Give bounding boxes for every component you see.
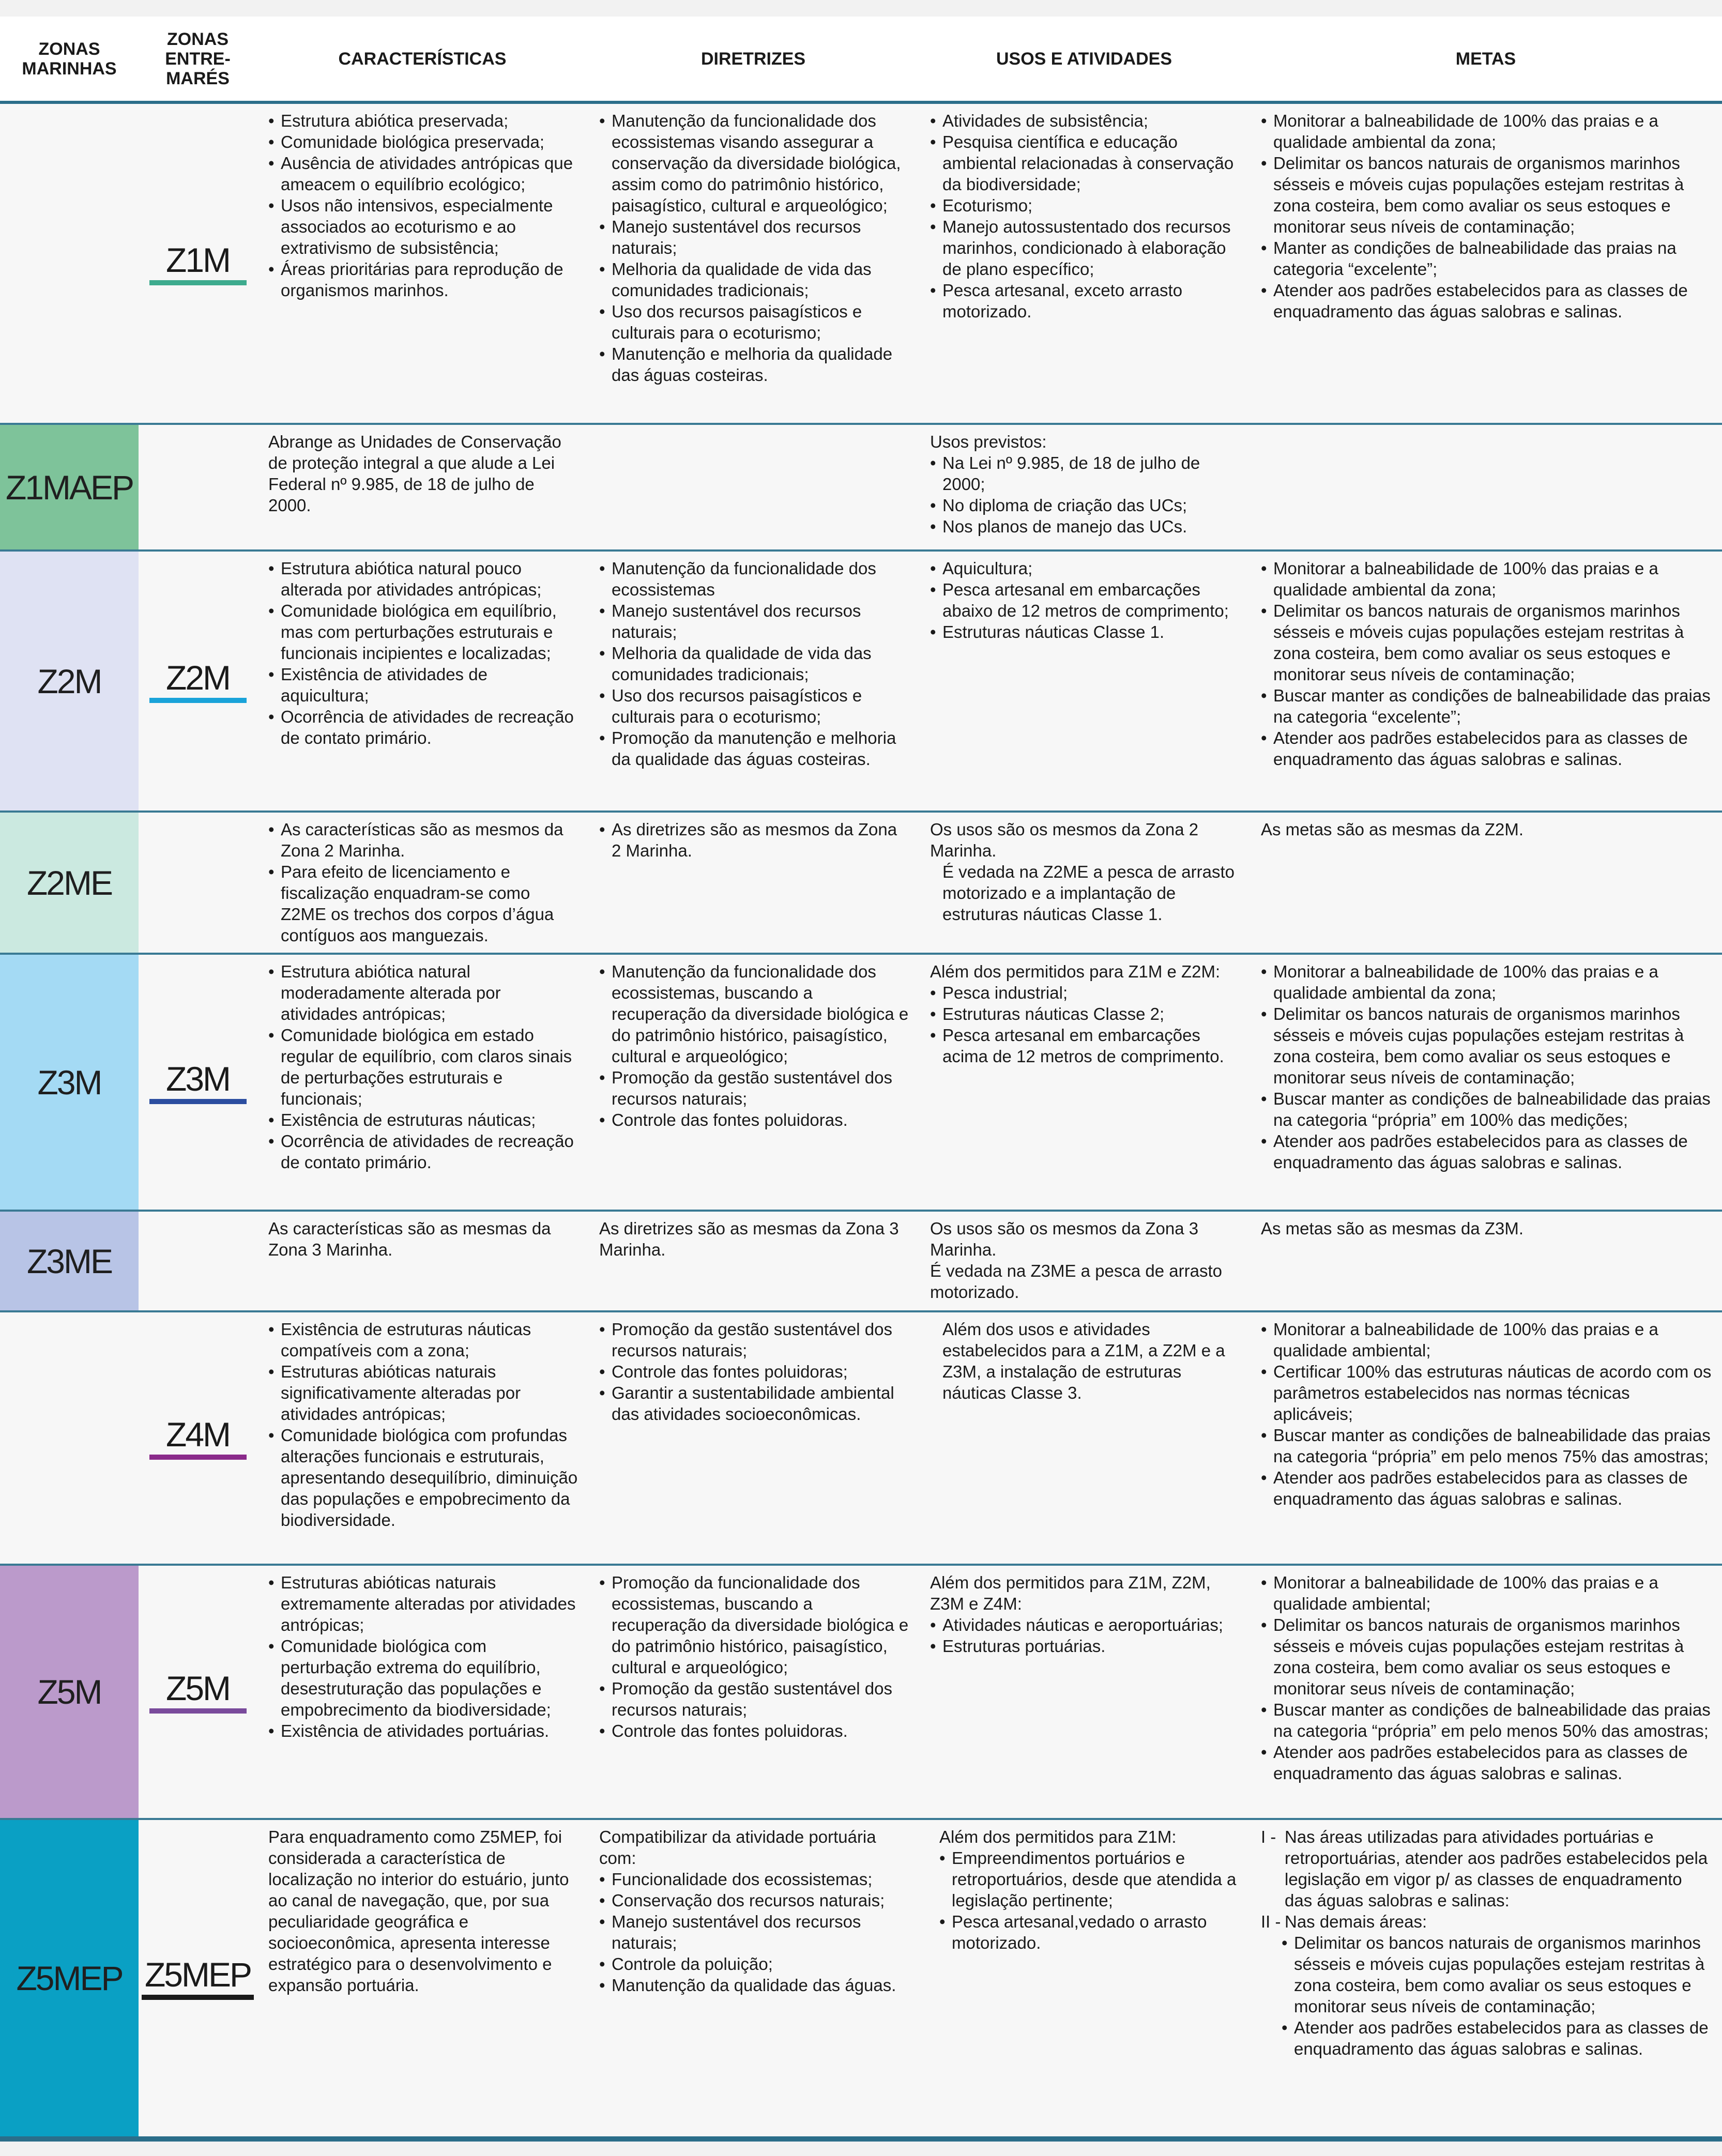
bullet-list bbox=[1261, 1319, 1713, 1509]
diretrizes-cell bbox=[588, 1311, 919, 1565]
diretrizes-cell bbox=[588, 1565, 919, 1819]
list-item: • Estrutura abiótica natural moderadamente alterada por atividades antrópicas; bbox=[268, 961, 578, 1025]
table-row-z2m bbox=[0, 551, 1722, 812]
usos-cell: Além dos permitidos para Z1M e Z2M: • Pesca industrial; • Estruturas náuticas Classe 2; • Pesca artesanal em embarcações acima de 12 metros de comprimento. bbox=[919, 954, 1249, 1211]
list-item: • Monitorar a balneabilidade de 100% das praias e a qualidade ambiental da zona; bbox=[1261, 558, 1713, 600]
list-item: • No diploma de criação das UCs; bbox=[930, 495, 1240, 516]
zona-marinha-cell bbox=[0, 1565, 139, 1819]
list-item: • Manejo sustentável dos recursos naturais; bbox=[599, 1911, 909, 1953]
table-row-z4m bbox=[0, 1311, 1722, 1565]
metas-cell bbox=[1249, 1819, 1722, 2139]
list-item: • Pesquisa científica e educação ambiental relacionadas à conservação da biodiversidade; bbox=[930, 131, 1240, 195]
bullet-list bbox=[599, 819, 909, 861]
list-item: • Garantir a sustentabilidade ambiental das atividades socioeconômicas. bbox=[599, 1382, 909, 1425]
metas-cell bbox=[1249, 1565, 1722, 1819]
metas-cell bbox=[1249, 551, 1722, 812]
metas-item-i: I - Nas áreas utilizadas para atividades portuárias e retroportuárias, atender aos padrões estabelecidos pela legislação em vigor p/ as classes de enquadramento das águas salobras e salinas: bbox=[1261, 1827, 1708, 1910]
list-item: • Delimitar os bancos naturais de organismos marinhos sésseis e móveis cujas populações estejam restritas à zona costeira, bem como avaliar os seus estoques e monitorar seus níveis de contaminação; bbox=[1261, 152, 1713, 237]
zona-entre-mares-label: Z5MEP bbox=[142, 1956, 254, 2000]
list-item: • Pesca artesanal,vedado o arrasto motorizado. bbox=[939, 1911, 1240, 1953]
bullet-list bbox=[930, 558, 1240, 643]
usos-cell bbox=[919, 102, 1249, 424]
zona-entre-mares-label: Z3M bbox=[149, 1061, 247, 1104]
metas-cell: As metas são as mesmas da Z2M. bbox=[1261, 820, 1524, 839]
bullet-list bbox=[930, 110, 1240, 322]
list-item: • Delimitar os bancos naturais de organismos marinhos sésseis e móveis cujas populações estejam restritas à zona costeira, bem como avaliar os seus estoques e monitorar seus níveis de contaminação; bbox=[1261, 600, 1713, 685]
list-item: • Manejo autossustentado dos recursos marinhos, condicionado à elaboração de plano específico; bbox=[930, 216, 1240, 280]
usos-cell: Usos previstos: • Na Lei nº 9.985, de 18 de julho de 2000; • No diploma de criação das UCs; • Nos planos de manejo das UCs. bbox=[919, 424, 1249, 551]
table-row-z2me bbox=[0, 812, 1722, 954]
bullet-list bbox=[1282, 1932, 1713, 2059]
list-item: • Atender aos padrões estabelecidos para as classes de enquadramento das águas salobras e salinas. bbox=[1261, 1130, 1713, 1173]
caracteristicas-cell bbox=[257, 551, 588, 812]
zona-marinha-cell bbox=[0, 1311, 139, 1565]
list-item: • Delimitar os bancos naturais de organismos marinhos sésseis e móveis cujas populações estejam restritas à zona costeira, bem como avaliar os seus estoques e monitorar seus níveis de contaminação; bbox=[1261, 1614, 1713, 1699]
list-item: • Uso dos recursos paisagísticos e culturais para o ecoturismo; bbox=[599, 301, 909, 343]
zoning-table bbox=[0, 17, 1722, 2142]
list-item: • Manejo sustentável dos recursos naturais; bbox=[599, 216, 909, 258]
zona-entre-mares-cell bbox=[139, 1311, 257, 1565]
diretrizes-cell bbox=[588, 812, 919, 954]
zona-marinha-cell bbox=[0, 812, 139, 954]
usos-cell: Além dos permitidos para Z1M: • Empreendimentos portuários e retroportuários, desde que atendida a legislação pertinente; • Pesca artesanal,vedado o arrasto motorizado. bbox=[919, 1819, 1249, 2139]
bullet-list bbox=[599, 961, 909, 1130]
zona-entre-mares-cell bbox=[139, 954, 257, 1211]
list-item: • Na Lei nº 9.985, de 18 de julho de 2000; bbox=[930, 452, 1240, 495]
bullet-list bbox=[268, 1572, 578, 1741]
zona-entre-mares-cell bbox=[139, 551, 257, 812]
bullet-list bbox=[268, 1319, 578, 1531]
list-item: • Comunidade biológica em estado regular de equilíbrio, com claros sinais de perturbações estruturais e funcionais; bbox=[268, 1025, 578, 1109]
list-item: • Ausência de atividades antrópicas que ameacem o equilíbrio ecológico; bbox=[268, 152, 578, 195]
usos-cell bbox=[919, 551, 1249, 812]
caracteristicas-cell bbox=[257, 812, 588, 954]
list-item: • Estruturas abióticas naturais significativamente alteradas por atividades antrópicas; bbox=[268, 1361, 578, 1425]
list-item: • Funcionalidade dos ecossistemas; bbox=[599, 1869, 909, 1890]
bullet-list bbox=[1261, 1572, 1713, 1784]
bullet-list bbox=[930, 982, 1240, 1067]
list-item: • Controle da poluição; bbox=[599, 1953, 909, 1975]
zona-entre-mares-cell bbox=[139, 424, 257, 551]
list-item: • Atividades náuticas e aeroportuárias; bbox=[930, 1614, 1240, 1635]
list-item: • Atividades de subsistência; bbox=[930, 110, 1240, 131]
zona-marinha-label: Z3M bbox=[37, 1063, 101, 1102]
list-item: • Buscar manter as condições de balneabilidade das praias na categoria “própria” em pelo menos 50% das amostras; bbox=[1261, 1699, 1713, 1741]
table-row-z1maep bbox=[0, 424, 1722, 551]
list-item: • Estrutura abiótica natural pouco alterada por atividades antrópicas; bbox=[268, 558, 578, 600]
bullet-list bbox=[939, 1847, 1240, 1953]
list-item: • Comunidade biológica com perturbação extrema do equilíbrio, desestruturação das populações e empobrecimento da biodiversidade; bbox=[268, 1635, 578, 1720]
list-item: • As características são as mesmos da Zona 2 Marinha. bbox=[268, 819, 578, 861]
metas-cell: As metas são as mesmas da Z3M. bbox=[1261, 1219, 1524, 1238]
list-item: • Promoção da gestão sustentável dos recursos naturais; bbox=[599, 1319, 909, 1361]
list-item: • Existência de atividades portuárias. bbox=[268, 1720, 578, 1741]
list-item: • Existência de estruturas náuticas; bbox=[268, 1109, 578, 1130]
bullet-list bbox=[268, 961, 578, 1173]
usos-cell: Os usos são os mesmos da Zona 2 Marinha. É vedada na Z2ME a pesca de arrasto motorizado e a implantação de estruturas náuticas Classe 1. bbox=[930, 820, 1235, 924]
list-item: • Estruturas portuárias. bbox=[930, 1635, 1240, 1657]
metas-cell bbox=[1249, 102, 1722, 424]
zona-marinha-cell bbox=[0, 551, 139, 812]
zona-marinha-cell bbox=[0, 424, 139, 551]
list-item: • Atender aos padrões estabelecidos para as classes de enquadramento das águas salobras e salinas. bbox=[1282, 2017, 1713, 2059]
table-row-z1m bbox=[0, 102, 1722, 424]
caracteristicas-cell bbox=[257, 102, 588, 424]
zona-entre-mares-label: Z2M bbox=[149, 660, 247, 703]
list-item: • Ocorrência de atividades de recreação de contato primário. bbox=[268, 1130, 578, 1173]
header-metas: METAS bbox=[1249, 17, 1722, 102]
list-item: • Comunidade biológica em equilíbrio, mas com perturbações estruturais e funcionais incipientes e localizadas; bbox=[268, 600, 578, 664]
table-row-z5mep bbox=[0, 1819, 1722, 2139]
list-item: • Nos planos de manejo das UCs. bbox=[930, 516, 1240, 537]
zona-entre-mares-label: Z1M bbox=[149, 242, 247, 285]
zona-marinha-cell bbox=[0, 1211, 139, 1311]
list-item: • Monitorar a balneabilidade de 100% das praias e a qualidade ambiental da zona; bbox=[1261, 110, 1713, 152]
header-diretrizes: DIRETRIZES bbox=[588, 17, 919, 102]
zona-entre-mares-label: Z5M bbox=[149, 1670, 247, 1714]
list-item: • As diretrizes são as mesmos da Zona 2 Marinha. bbox=[599, 819, 909, 861]
metas-cell bbox=[1249, 1311, 1722, 1565]
header-zonas-entre-mares: ZONAS ENTRE-MARÉS bbox=[139, 17, 257, 102]
zona-marinha-cell bbox=[0, 954, 139, 1211]
list-item: • Manutenção e melhoria da qualidade das águas costeiras. bbox=[599, 343, 909, 386]
bullet-list bbox=[599, 1319, 909, 1425]
list-item: • Buscar manter as condições de balneabilidade das praias na categoria “própria” em pelo menos 75% das amostras; bbox=[1261, 1425, 1713, 1467]
table-row-z3m bbox=[0, 954, 1722, 1211]
list-item: • Áreas prioritárias para reprodução de organismos marinhos. bbox=[268, 258, 578, 301]
list-item: • Manutenção da funcionalidade dos ecossistemas bbox=[599, 558, 909, 600]
zona-marinha-label: Z5M bbox=[37, 1673, 101, 1711]
bullet-list bbox=[268, 110, 578, 301]
bullet-list bbox=[268, 558, 578, 748]
table-row-z5m bbox=[0, 1565, 1722, 1819]
caracteristicas-cell: As características são as mesmas da Zona 3 Marinha. bbox=[268, 1219, 551, 1259]
table-row-z3me bbox=[0, 1211, 1722, 1311]
list-item: • Aquicultura; bbox=[930, 558, 1240, 579]
usos-cell: Os usos são os mesmos da Zona 3 Marinha. É vedada na Z3ME a pesca de arrasto motorizado. bbox=[930, 1219, 1222, 1302]
list-item: • Delimitar os bancos naturais de organismos marinhos sésseis e móveis cujas populações estejam restritas à zona costeira, bem como avaliar os seus estoques e monitorar seus níveis de contaminação; bbox=[1282, 1932, 1713, 2017]
list-item: • Pesca industrial; bbox=[930, 982, 1240, 1003]
list-item: • Promoção da gestão sustentável dos recursos naturais; bbox=[599, 1678, 909, 1720]
list-item: • Melhoria da qualidade de vida das comunidades tradicionais; bbox=[599, 643, 909, 685]
list-item: • Estrutura abiótica preservada; bbox=[268, 110, 578, 131]
diretrizes-cell: Compatibilizar da atividade portuária com: • Funcionalidade dos ecossistemas; • Conservação dos recursos naturais; • Manejo sustentável dos recursos naturais; • Controle da poluição; • Manutenção da qualidade das águas. bbox=[588, 1819, 919, 2139]
list-item: • Comunidade biológica com profundas alterações funcionais e estruturais, apresentando desequilíbrio, diminuição das populações e empobrecimento da biodiversidade. bbox=[268, 1425, 578, 1531]
zona-marinha-label: Z5MEP bbox=[16, 1959, 123, 1997]
list-item: • Empreendimentos portuários e retroportuários, desde que atendida a legislação pertinente; bbox=[939, 1847, 1240, 1911]
caracteristicas-cell: Abrange as Unidades de Conservação de proteção integral a que alude a Lei Federal nº 9.985, de 18 de julho de 2000. bbox=[268, 432, 561, 515]
list-item: • Monitorar a balneabilidade de 100% das praias e a qualidade ambiental; bbox=[1261, 1572, 1713, 1614]
list-item: • Manutenção da qualidade das águas. bbox=[599, 1975, 909, 1996]
diretrizes-cell bbox=[588, 954, 919, 1211]
list-item: • Promoção da manutenção e melhoria da qualidade das águas costeiras. bbox=[599, 727, 909, 770]
list-item: • Manutenção da funcionalidade dos ecossistemas, buscando a recuperação da diversidade biológica e do patrimônio histórico, paisagístico, cultural e arqueológico; bbox=[599, 961, 909, 1067]
metas-cell bbox=[1249, 954, 1722, 1211]
list-item: • Estruturas náuticas Classe 1. bbox=[930, 621, 1240, 643]
list-item: • Usos não intensivos, especialmente associados ao ecoturismo e ao extrativismo de subsistência; bbox=[268, 195, 578, 258]
list-item: • Pesca artesanal em embarcações acima de 12 metros de comprimento. bbox=[930, 1025, 1240, 1067]
bullet-list bbox=[1261, 961, 1713, 1173]
list-item: • Conservação dos recursos naturais; bbox=[599, 1890, 909, 1911]
metas-cell bbox=[1249, 424, 1722, 551]
zoning-table-page bbox=[0, 17, 1722, 2139]
caracteristicas-cell bbox=[257, 1311, 588, 1565]
list-item: • Buscar manter as condições de balneabilidade das praias na categoria “própria” em 100% das medições; bbox=[1261, 1088, 1713, 1130]
bullet-list bbox=[599, 558, 909, 770]
list-item: • Manejo sustentável dos recursos naturais; bbox=[599, 600, 909, 643]
metas-item-ii: II - Nas demais áreas: bbox=[1261, 1912, 1427, 1931]
zona-entre-mares-label: Z4M bbox=[149, 1416, 247, 1460]
bullet-list bbox=[599, 110, 909, 386]
zona-marinha-cell bbox=[0, 102, 139, 424]
list-item: • Manutenção da funcionalidade dos ecossistemas visando assegurar a conservação da diversidade biológica, assim como do patrimônio histórico, paisagístico, cultural e arqueológico; bbox=[599, 110, 909, 216]
bullet-list bbox=[1261, 558, 1713, 770]
list-item: • Ecoturismo; bbox=[930, 195, 1240, 216]
list-item: • Comunidade biológica preservada; bbox=[268, 131, 578, 152]
zona-marinha-label: Z3ME bbox=[26, 1242, 112, 1280]
list-item: • Manter as condições de balneabilidade das praias na categoria “excelente”; bbox=[1261, 237, 1713, 280]
list-item: • Existência de estruturas náuticas compatíveis com a zona; bbox=[268, 1319, 578, 1361]
list-item: • Certificar 100% das estruturas náuticas de acordo com os parâmetros estabelecidos nas normas técnicas aplicáveis; bbox=[1261, 1361, 1713, 1425]
header-zonas-marinhas: ZONAS MARINHAS bbox=[0, 17, 139, 102]
list-item: • Estruturas abióticas naturais extremamente alteradas por atividades antrópicas; bbox=[268, 1572, 578, 1635]
caracteristicas-cell bbox=[257, 954, 588, 1211]
list-item: • Atender aos padrões estabelecidos para as classes de enquadramento das águas salobras e salinas. bbox=[1261, 280, 1713, 322]
bullet-list bbox=[268, 819, 578, 946]
diretrizes-cell bbox=[588, 102, 919, 424]
list-item: • Ocorrência de atividades de recreação de contato primário. bbox=[268, 706, 578, 748]
list-item: • Melhoria da qualidade de vida das comunidades tradicionais; bbox=[599, 258, 909, 301]
zona-entre-mares-cell bbox=[139, 812, 257, 954]
list-item: • Atender aos padrões estabelecidos para as classes de enquadramento das águas salobras e salinas. bbox=[1261, 1741, 1713, 1784]
bullet-list bbox=[599, 1869, 909, 1996]
list-item: • Pesca artesanal em embarcações abaixo de 12 metros de comprimento; bbox=[930, 579, 1240, 621]
zona-entre-mares-cell bbox=[139, 102, 257, 424]
caracteristicas-cell: Para enquadramento como Z5MEP, foi considerada a característica de localização no interior do estuário, junto ao canal de navegação, que, por sua peculiaridade geográfica e socioeconômica, apresenta interesse estratégico para o desenvolvimento e expansão portuária. bbox=[268, 1827, 569, 1995]
caracteristicas-cell bbox=[257, 1565, 588, 1819]
list-item: • Para efeito de licenciamento e fiscalização enquadram-se como Z2ME os trechos dos corpos d’água contíguos aos manguezais. bbox=[268, 861, 578, 946]
list-item: • Controle das fontes poluidoras. bbox=[599, 1720, 909, 1741]
zona-entre-mares-cell bbox=[139, 1565, 257, 1819]
list-item: • Atender aos padrões estabelecidos para as classes de enquadramento das águas salobras e salinas. bbox=[1261, 727, 1713, 770]
diretrizes-cell bbox=[588, 424, 919, 551]
bullet-list bbox=[930, 452, 1240, 537]
list-item: • Atender aos padrões estabelecidos para as classes de enquadramento das águas salobras e salinas. bbox=[1261, 1467, 1713, 1509]
list-item: • Delimitar os bancos naturais de organismos marinhos sésseis e móveis cujas populações estejam restritas à zona costeira, bem como avaliar os seus estoques e monitorar seus níveis de contaminação; bbox=[1261, 1003, 1713, 1088]
list-item: • Existência de atividades de aquicultura; bbox=[268, 664, 578, 706]
diretrizes-cell: As diretrizes são as mesmas da Zona 3 Marinha. bbox=[599, 1219, 899, 1259]
usos-cell: Além dos usos e atividades estabelecidos para a Z1M, a Z2M e a Z3M, a instalação de estruturas náuticas Classe 3. bbox=[942, 1320, 1225, 1402]
table-header-row bbox=[0, 17, 1722, 102]
zona-marinha-label: Z1MAEP bbox=[5, 468, 133, 507]
list-item: • Controle das fontes poluidoras. bbox=[599, 1109, 909, 1130]
header-usos-atividades: USOS E ATIVIDADES bbox=[919, 17, 1249, 102]
zona-marinha-label: Z2ME bbox=[26, 863, 112, 902]
list-item: • Monitorar a balneabilidade de 100% das praias e a qualidade ambiental da zona; bbox=[1261, 961, 1713, 1003]
header-caracteristicas: CARACTERÍSTICAS bbox=[257, 17, 588, 102]
list-item: • Controle das fontes poluidoras; bbox=[599, 1361, 909, 1382]
list-item: • Buscar manter as condições de balneabilidade das praias na categoria “excelente”; bbox=[1261, 685, 1713, 727]
bullet-list bbox=[1261, 110, 1713, 322]
bullet-list bbox=[930, 1614, 1240, 1657]
list-item: • Promoção da gestão sustentável dos recursos naturais; bbox=[599, 1067, 909, 1109]
list-item: • Pesca artesanal, exceto arrasto motorizado. bbox=[930, 280, 1240, 322]
zona-marinha-label: Z2M bbox=[37, 662, 101, 700]
zona-entre-mares-cell bbox=[139, 1211, 257, 1311]
usos-cell: Além dos permitidos para Z1M, Z2M, Z3M e Z4M: • Atividades náuticas e aeroportuárias; • Estruturas portuárias. bbox=[919, 1565, 1249, 1819]
diretrizes-cell bbox=[588, 551, 919, 812]
zona-marinha-cell bbox=[0, 1819, 139, 2139]
list-item: • Estruturas náuticas Classe 2; bbox=[930, 1003, 1240, 1025]
list-item: • Monitorar a balneabilidade de 100% das praias e a qualidade ambiental; bbox=[1261, 1319, 1713, 1361]
list-item: • Uso dos recursos paisagísticos e culturais para o ecoturismo; bbox=[599, 685, 909, 727]
list-item: • Promoção da funcionalidade dos ecossistemas, buscando a recuperação da diversidade biológica e do patrimônio histórico, paisagístico, cultural e arqueológico; bbox=[599, 1572, 909, 1678]
bullet-list bbox=[599, 1572, 909, 1741]
zona-entre-mares-cell bbox=[139, 1819, 257, 2139]
